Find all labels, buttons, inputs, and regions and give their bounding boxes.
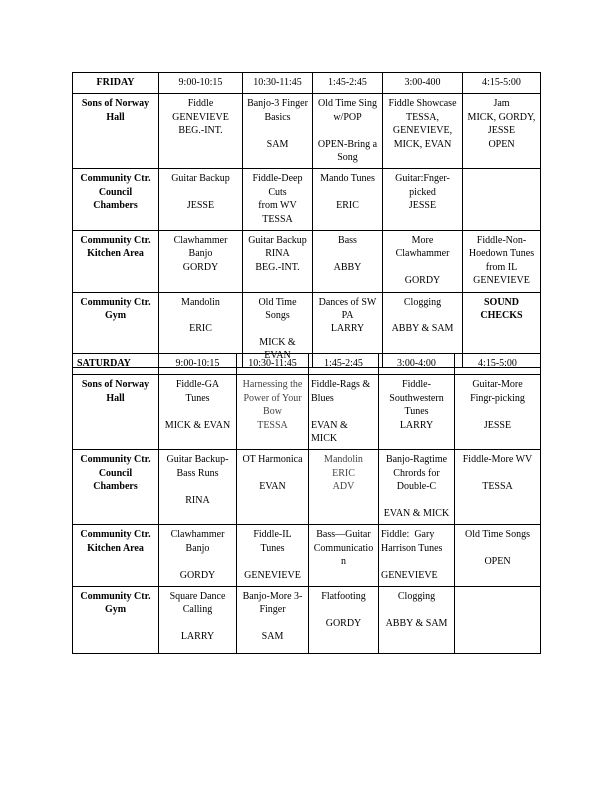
session-cell: Old Time Songs OPEN — [455, 525, 541, 587]
session-cell: Fiddle GENEVIEVE BEG.-INT. — [159, 94, 243, 169]
session-cell: Jam MICK, GORDY, JESSE OPEN — [463, 94, 541, 169]
session-cell: Clawhammer Banjo GORDY — [159, 525, 237, 587]
session-cell: Bass ABBY — [313, 231, 383, 293]
session-cell: Old Time Songs MICK & EVAN — [243, 292, 313, 367]
friday-row-sons-of-norway-hall — [73, 94, 541, 169]
session-cell: Fiddle-Deep Cuts from WV TESSA — [243, 169, 313, 231]
session-cell: Guitar:Fnger- picked JESSE — [383, 169, 463, 231]
session-cell: More Clawhammer GORDY — [383, 231, 463, 293]
time-slot-header: 1:45-2:45 — [313, 73, 383, 94]
session-cell: Guitar Backup RINA BEG.-INT. — [243, 231, 313, 293]
venue-cell: Community Ctr. Kitchen Area — [73, 231, 159, 293]
empty-session-cell — [463, 169, 541, 231]
friday-row-kitchen-area — [73, 231, 541, 293]
saturday-row-council-chambers — [73, 450, 541, 525]
venue-cell: Community Ctr. Council Chambers — [73, 169, 159, 231]
session-cell: Square Dance Calling LARRY — [159, 587, 237, 654]
friday-row-council-chambers — [73, 169, 541, 231]
session-cell: Guitar Backup- Bass Runs RINA — [159, 450, 237, 525]
session-cell: Clogging ABBY & SAM — [383, 292, 463, 367]
venue-cell: Sons of Norway Hall — [73, 375, 159, 450]
session-cell: Fiddle-Rags & Blues EVAN & MICK — [309, 375, 379, 450]
session-cell: Fiddle-Non- Hoedown Tunes from IL GENEVIEVE — [463, 231, 541, 293]
venue-cell: Community Ctr. Gym — [73, 292, 159, 367]
time-slot-header: 10:30-11:45 — [237, 354, 309, 375]
session-cell: Clogging ABBY & SAM — [379, 587, 455, 654]
friday-day-label: FRIDAY — [73, 73, 159, 94]
time-slot-header: 3:00-4:00 — [379, 354, 455, 375]
saturday-row-sons-of-norway-hall — [73, 375, 541, 450]
session-cell: Banjo-More 3- Finger SAM — [237, 587, 309, 654]
session-cell: Fiddle Showcase TESSA, GENEVIEVE, MICK, EVAN — [383, 94, 463, 169]
session-cell: Guitar-More Fingr-picking JESSE — [455, 375, 541, 450]
session-cell: Fiddle-IL Tunes GENEVIEVE — [237, 525, 309, 587]
time-slot-header: 3:00-400 — [383, 73, 463, 94]
session-cell: OT Harmonica EVAN — [237, 450, 309, 525]
saturday-header-row — [73, 354, 541, 375]
empty-session-cell — [455, 587, 541, 654]
session-cell: Mando Tunes ERIC — [313, 169, 383, 231]
friday-schedule-table — [72, 72, 541, 368]
session-cell: Old Time Sing w/POP OPEN-Bring a Song — [313, 94, 383, 169]
venue-cell: Community Ctr. Council Chambers — [73, 450, 159, 525]
venue-cell: Sons of Norway Hall — [73, 94, 159, 169]
time-slot-header: 1:45-2:45 — [309, 354, 379, 375]
time-slot-header: 9:00-10:15 — [159, 354, 237, 375]
time-slot-header: 10:30-11:45 — [243, 73, 313, 94]
venue-cell: Community Ctr. Kitchen Area — [73, 525, 159, 587]
saturday-row-kitchen-area — [73, 525, 541, 587]
time-slot-header: 4:15-5:00 — [463, 73, 541, 94]
session-cell: Fiddle- Southwestern Tunes LARRY — [379, 375, 455, 450]
session-cell: Fiddle-GA Tunes MICK & EVAN — [159, 375, 237, 450]
session-cell: Clawhammer Banjo GORDY — [159, 231, 243, 293]
saturday-day-label: SATURDAY — [73, 354, 159, 375]
session-cell: Fiddle: Gary Harrison Tunes GENEVIEVE — [379, 525, 455, 587]
session-cell: Flatfooting GORDY — [309, 587, 379, 654]
session-cell: Fiddle-More WV TESSA — [455, 450, 541, 525]
time-slot-header: 9:00-10:15 — [159, 73, 243, 94]
friday-header-row — [73, 73, 541, 94]
session-cell: Mandolin ERIC — [159, 292, 243, 367]
venue-cell: Community Ctr. Gym — [73, 587, 159, 654]
session-cell: Dances of SW PA LARRY — [313, 292, 383, 367]
saturday-row-gym — [73, 587, 541, 654]
session-cell: Bass—Guitar Communicatio n — [309, 525, 379, 587]
saturday-schedule-table — [72, 353, 541, 654]
session-cell: Banjo-3 Finger Basics SAM — [243, 94, 313, 169]
session-cell: Guitar Backup JESSE — [159, 169, 243, 231]
session-cell: SOUND CHECKS — [463, 292, 541, 367]
session-cell: Banjo-Ragtime Chrords for Double-C EVAN & MICK — [379, 450, 455, 525]
session-cell: Harnessing the Power of Your Bow TESSA — [237, 375, 309, 450]
session-cell: Mandolin ERIC ADV — [309, 450, 379, 525]
time-slot-header: 4:15-5:00 — [455, 354, 541, 375]
